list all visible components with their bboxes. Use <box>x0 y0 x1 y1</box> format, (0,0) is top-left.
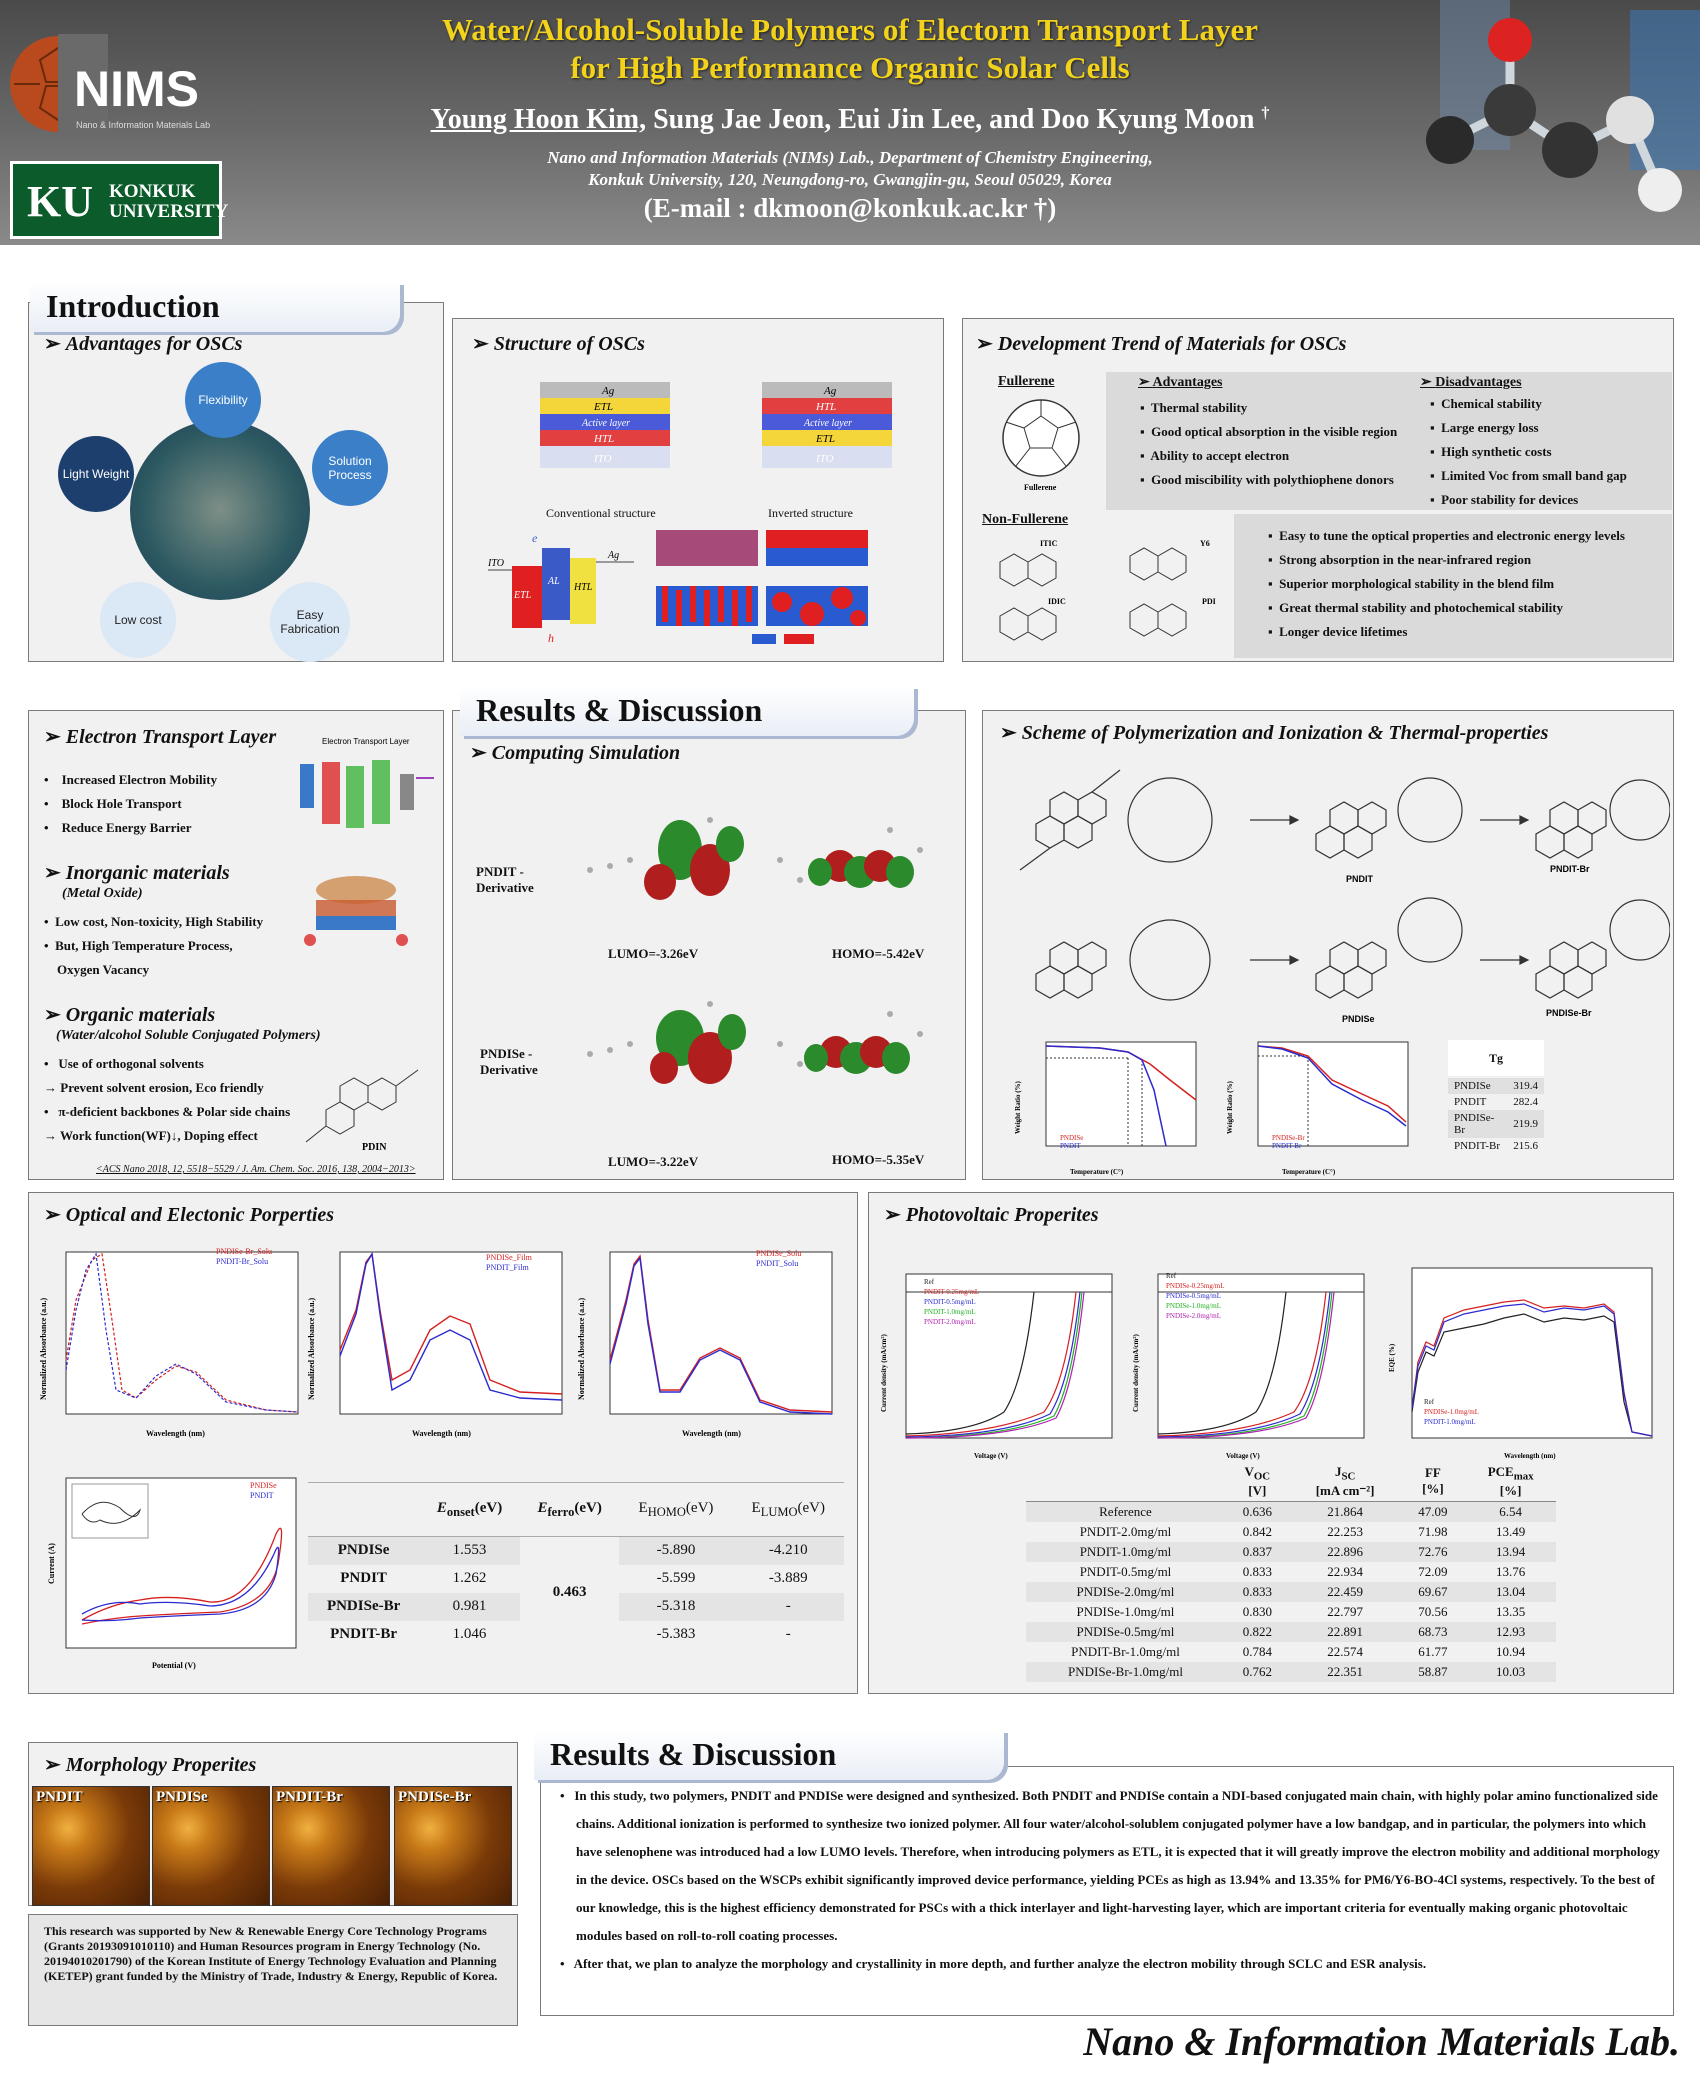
svg-text:PNDIT-0.25mg/mL: PNDIT-0.25mg/mL <box>924 1288 980 1296</box>
polymerization-scheme <box>990 750 1670 1030</box>
tga-chart-2 <box>1222 1030 1418 1178</box>
band-diagram <box>484 518 640 648</box>
svg-text:PNDISe-Br_Solu: PNDISe-Br_Solu <box>216 1247 273 1256</box>
svg-text:Active layer: Active layer <box>804 418 853 429</box>
inverted-label: Inverted structure <box>768 506 853 520</box>
nonfullerene-structures <box>980 532 1226 654</box>
svg-text:PNDISe_Solu: PNDISe_Solu <box>756 1249 802 1258</box>
list-item: • Block Hole Transport <box>44 796 182 811</box>
svg-text:PNDIT_Film: PNDIT_Film <box>486 1263 529 1272</box>
svg-text:HTL: HTL <box>594 433 615 445</box>
svg-text:Ref: Ref <box>1424 1398 1435 1406</box>
list-item: • But, High Temperature Process, <box>44 938 233 953</box>
svg-text:PNDIT-Br_Solu: PNDIT-Br_Solu <box>216 1257 269 1266</box>
svg-text:Wavelength (nm): Wavelength (nm) <box>146 1429 205 1438</box>
list-item: ▪ Great thermal stability and photochemical stability <box>1268 600 1564 615</box>
svg-text:Current (A): Current (A) <box>47 1543 56 1584</box>
circle-flexibility: Flexibility <box>185 362 261 438</box>
svg-text:PNDISe-Br: PNDISe-Br <box>1272 1134 1305 1142</box>
nims-subtext: Nano & Information Materials Lab <box>76 120 211 130</box>
table-row: PNDIT-Br 1.046 -5.383 - <box>330 1626 791 1642</box>
svg-text:PNDISe-1.0mg/mL: PNDISe-1.0mg/mL <box>1424 1408 1480 1416</box>
organic-subtitle: (Water/alcohol Soluble Conjugated Polymers) <box>56 1028 321 1043</box>
svg-text:ITO: ITO <box>488 558 504 569</box>
table-row: PNDIT-2.0mg/ml 0.842 22.253 71.98 13.49 <box>1079 1523 1526 1539</box>
table-row: PNDISe-0.5mg/ml 0.822 22.891 68.73 12.93 <box>1026 1622 1556 1642</box>
affiliation-line1: Nano and Information Materials (NIMs) Lab., Department of Chemistry Engineering, <box>547 148 1153 167</box>
svg-text:PNDIT_Solu: PNDIT_Solu <box>756 1259 799 1268</box>
absorbance-chart-2 <box>300 1240 570 1450</box>
etl-features <box>44 768 217 840</box>
table-row: PNDIT-Br-1.0mg/ml 0.784 22.574 61.77 10.94 <box>1071 1643 1526 1659</box>
table-row: PNDIT-Br 215.6 <box>1454 1140 1538 1152</box>
inverted-stack <box>752 378 902 486</box>
jv-chart-pndit <box>874 1262 1120 1462</box>
afm-image-pndit: PNDIT <box>32 1786 150 1906</box>
photovoltaic-table <box>1026 1462 1556 1682</box>
svg-text:Ag: Ag <box>824 385 837 397</box>
svg-text:h: h <box>548 631 554 645</box>
circle-low-cost: Low cost <box>100 582 176 658</box>
list-item: • Reduce Energy Barrier <box>44 820 192 835</box>
ku-letters: KU <box>27 177 93 226</box>
svg-text:IDIC: IDIC <box>1048 597 1066 606</box>
konkuk-name: KONKUK UNIVERSITY <box>109 181 229 222</box>
svg-text:Fullerene: Fullerene <box>1024 483 1057 492</box>
list-item: ▪ Limited Voc from small band gap <box>1430 468 1627 483</box>
lumo-pndit: LUMO=-3.26eV <box>608 946 699 961</box>
metal-oxide-illustration <box>296 870 416 960</box>
konkuk-logo <box>10 161 229 239</box>
list-item: ▪ Chemical stability <box>1430 396 1542 411</box>
svg-text:PNDISe_Film: PNDISe_Film <box>486 1253 532 1262</box>
table-row: PNDISe-Br 0.981 -5.318 - <box>308 1593 844 1621</box>
list-item: → Work function(WF)↓, Doping effect <box>44 1128 258 1143</box>
organic-title: ➢ Organic materials <box>44 1002 215 1027</box>
table-row: PNDIT 282.4 <box>1454 1096 1538 1108</box>
introduction-heading: Introduction <box>30 282 400 332</box>
table-row: PNDISe-1.0mg/ml 0.830 22.797 70.56 13.35 <box>1076 1603 1526 1619</box>
results-heading: Results & Discussion <box>460 686 914 736</box>
scheme-title: ➢ Scheme of Polymerization and Ionization & Thermal-properties <box>1000 720 1548 745</box>
computing-title: ➢ Computing Simulation <box>470 740 680 765</box>
svg-text:Temperature (C°): Temperature (C°) <box>1282 1168 1336 1176</box>
list-item: ▪ High synthetic costs <box>1430 444 1552 459</box>
table-row: PNDIT-1.0mg/ml 0.837 22.896 72.76 13.94 <box>1026 1542 1556 1562</box>
list-item: ▪ Easy to tune the optical properties and electronic energy levels <box>1268 528 1625 543</box>
svg-text:Ref: Ref <box>924 1278 935 1286</box>
list-item: ▪ Thermal stability <box>1140 400 1248 415</box>
acknowledgement-text: This research was supported by New & Renewable Energy Core Technology Programs (Grants 20193091010110) and Human Resources program in Energy Technology (No. 20194010201790) of the Korean Institute of Energy Technology Evaluation and Planning (KETEP) grant funded by the Ministry of Trade, Industry & Energy, Republic of Korea. <box>44 1924 498 1983</box>
svg-text:PNDIT-1.0mg/mL: PNDIT-1.0mg/mL <box>1424 1418 1476 1426</box>
svg-text:Wavelength (nm): Wavelength (nm) <box>682 1429 741 1438</box>
poster-title-line1: Water/Alcohol-Soluble Polymers of Electorn Transport Layer <box>442 12 1258 47</box>
tg-values <box>1448 1078 1544 1154</box>
svg-text:PNDISe-1.0mg/mL: PNDISe-1.0mg/mL <box>1166 1302 1222 1310</box>
table-row: PNDISe-2.0mg/ml 0.833 22.459 69.67 13.04 <box>1026 1582 1556 1602</box>
list-item: ▪ Strong absorption in the near-infrared region <box>1268 552 1532 567</box>
svg-text:PDI: PDI <box>1202 597 1216 606</box>
conclusion-heading: Results & Discussion <box>534 1730 1004 1780</box>
svg-text:PNDIT-Br: PNDIT-Br <box>1550 864 1590 874</box>
list-item: • After that, we plan to analyze the morphology and crystallinity in more depth, and further analyze the electron mobility through SCLC and ESR analysis. <box>560 1956 1427 1971</box>
table-row: PNDISe-Br-1.0mg/ml 0.762 22.351 58.87 10.03 <box>1026 1662 1556 1682</box>
svg-text:PNDISe-Br: PNDISe-Br <box>1546 1008 1592 1018</box>
svg-text:Voltage (V): Voltage (V) <box>974 1452 1008 1460</box>
svg-text:ETL: ETL <box>514 590 532 601</box>
list-item: • In this study, two polymers, PNDIT and PNDISe were designed and synthesized. Both PNDIT and PNDISe contain a NDI-based conjugated main chain, with highly polar amino functionalized side chains. Additional ionization is performed to synthesize two ionized polymer. All four water/alcohol-solublem conjugated polymer have a low bandgap, and in particular, the polymers into which have selenophene was introduced had a low LUMO levels. Therefore, when introducing polymers as ETL, it is expected that it will greatly improve the electron mobility and additional morphology in the device. OSCs based on the WSCPs exhibit significantly improved device performance, yielding PCEs as high as 13.94% and 13.35% for PM6/Y6-BO-4Cl systems, respectively. To the best of our knowledge, this is the highest efficiency demonstrated for PSCs with a thick interlayer and light-harvesting layer, which are important criteria for eventually making organic photovoltaic modules based on roll-to-roll coating processes. <box>560 1788 1660 1943</box>
svg-text:Current density (mA/cm²): Current density (mA/cm²) <box>880 1334 888 1412</box>
contact-email: (E-mail : dkmoon@konkuk.ac.kr †) <box>643 193 1057 223</box>
homo-pndise: HOMO=-5.35eV <box>832 1152 925 1167</box>
svg-text:PNDISe-0.25mg/mL: PNDISe-0.25mg/mL <box>1166 1282 1225 1290</box>
pdin-structure <box>300 1056 440 1156</box>
homo-pndit: HOMO=-5.42eV <box>832 946 925 961</box>
afm-image-pndit-br: PNDIT-Br <box>272 1786 390 1906</box>
svg-text:ITO: ITO <box>594 453 612 465</box>
list-item: ▪ Superior morphological stability in the blend film <box>1268 576 1555 591</box>
absorbance-chart-3 <box>570 1240 840 1450</box>
list-item: • Increased Electron Mobility <box>44 772 218 787</box>
orbital-pndit <box>560 790 950 940</box>
table-row: $V_{OC}$ [V] $J_{SC}$ [mA cm⁻²] FF [%] $PCE_{max}$ [%] <box>1026 1462 1556 1501</box>
afm-image-pndise-br: PNDISe-Br <box>394 1786 512 1906</box>
affiliation-line2: Konkuk University, 120, Neungdong-ro, Gwangjin-gu, Seoul 05029, Korea <box>588 170 1112 189</box>
list-item: ▪ Poor stability for devices <box>1430 492 1579 507</box>
morphology-title: ➢ Morphology Properites <box>44 1752 256 1777</box>
svg-text:PNDISe-0.5mg/mL: PNDISe-0.5mg/mL <box>1166 1292 1222 1300</box>
svg-text:PNDISe: PNDISe <box>250 1481 277 1490</box>
inorganic-subtitle: (Metal Oxide) <box>62 886 143 901</box>
svg-text:ETL: ETL <box>594 401 613 413</box>
svg-text:PNDISe-2.0mg/mL: PNDISe-2.0mg/mL <box>1166 1312 1222 1320</box>
lab-footer: Nano & Information Materials Lab. <box>1083 2019 1680 2064</box>
molecule-illustration <box>1400 0 1700 245</box>
nims-logo <box>6 24 246 144</box>
svg-text:AL: AL <box>548 576 560 587</box>
pndit-derivative-label: PNDIT - Derivative <box>476 864 534 895</box>
list-item: ▪ Good optical absorption in the visible region <box>1140 424 1398 439</box>
table-row: PNDIT-0.5mg/ml 0.833 22.934 72.09 13.76 <box>1079 1563 1526 1579</box>
svg-text:EQE (%): EQE (%) <box>1388 1343 1396 1372</box>
svg-text:HTL: HTL <box>574 582 593 593</box>
conventional-label: Conventional structure <box>546 506 656 520</box>
table-row: PNDISe-Br 219.9 <box>1448 1110 1544 1138</box>
svg-text:ETL: ETL <box>816 433 835 445</box>
table-row: $E_{onset}(eV)$ $E_{ferro}(eV)$ $E_{HOMO}(eV)$ $E_{LUMO}(eV)$ <box>308 1483 844 1537</box>
cv-chart <box>40 1474 300 1674</box>
svg-text:Ref: Ref <box>1166 1272 1177 1280</box>
tg-table: Tg <box>1448 1040 1544 1076</box>
advantages-head: ➢ Advantages <box>1138 375 1223 390</box>
pndise-derivative-label: PNDISe - Derivative <box>480 1046 538 1077</box>
svg-text:Normalized Absorbance (a.u.): Normalized Absorbance (a.u.) <box>307 1297 316 1400</box>
svg-text:PNDIT-0.5mg/mL: PNDIT-0.5mg/mL <box>924 1298 976 1306</box>
organic-features <box>44 1052 290 1148</box>
svg-text:Voltage (V): Voltage (V) <box>1226 1452 1260 1460</box>
svg-text:Weight Ratio (%): Weight Ratio (%) <box>1226 1081 1234 1134</box>
nonfullerene-benefits <box>1268 524 1625 644</box>
tga-chart-1 <box>1010 1030 1206 1178</box>
svg-text:Active layer: Active layer <box>582 418 631 429</box>
fullerene-label: Fullerene <box>998 374 1055 389</box>
eqe-chart <box>1384 1262 1660 1462</box>
svg-text:ITO: ITO <box>816 453 834 465</box>
optical-title: ➢ Optical and Electonic Porperties <box>44 1202 334 1227</box>
svg-text:Potential (V): Potential (V) <box>152 1661 196 1670</box>
jv-chart-pndise <box>1126 1262 1372 1462</box>
advantages-title: ➢ Advantages for OSCs <box>44 331 242 356</box>
svg-text:PNDISe: PNDISe <box>1342 1014 1375 1024</box>
list-item: → Prevent solvent erosion, Eco friendly <box>44 1080 264 1095</box>
morphology-schematic <box>652 522 878 650</box>
first-author: Young Hoon Kim, <box>430 104 647 135</box>
svg-text:PNDIT: PNDIT <box>250 1491 274 1500</box>
list-item: ▪ Ability to accept electron <box>1140 448 1290 463</box>
svg-text:Normalized Absorbance (a.u.): Normalized Absorbance (a.u.) <box>39 1297 48 1400</box>
list-item: ▪ Longer device lifetimes <box>1268 624 1408 639</box>
conclusion-list <box>560 1782 1664 1978</box>
list-item: ▪ Good miscibility with polythiophene donors <box>1140 472 1394 487</box>
list-item: ▪ Large energy loss <box>1430 420 1539 435</box>
etl-energy-diagram <box>296 734 440 846</box>
table-row: PNDISe 319.4 <box>1448 1078 1544 1094</box>
circle-light-weight: Light Weight <box>58 436 134 512</box>
development-trend-title: ➢ Development Trend of Materials for OSCs <box>976 331 1346 356</box>
svg-text:Normalized Absorbance (a.u.): Normalized Absorbance (a.u.) <box>577 1297 586 1400</box>
fullerene-disadvantages <box>1430 392 1627 512</box>
svg-text:e: e <box>532 531 538 545</box>
author-list: Young Hoon Kim, Sung Jae Jeon, Eui Jin Lee, and Doo Kyung Moon † <box>430 104 1270 135</box>
conventional-stack <box>530 378 680 486</box>
etl-references: <ACS Nano 2018, 12, 5518−5529 / J. Am. Chem. Soc. 2016, 138, 2004−2013> <box>96 1164 416 1175</box>
photovoltaic-title: ➢ Photovoltaic Properites <box>884 1202 1099 1227</box>
inorganic-title: ➢ Inorganic materials <box>44 860 230 885</box>
etl-title: ➢ Electron Transport Layer <box>44 724 276 749</box>
circle-easy-fabrication: Easy Fabrication <box>270 582 350 662</box>
svg-text:HTL: HTL <box>816 401 837 413</box>
inorganic-features <box>44 910 284 982</box>
svg-text:Weight Ratio (%): Weight Ratio (%) <box>1014 1081 1022 1134</box>
flexible-cell-photo <box>130 420 310 600</box>
svg-text:PNDIT: PNDIT <box>1060 1142 1081 1150</box>
list-item: • Low cost, Non-toxicity, High Stability <box>44 914 264 929</box>
absorbance-chart-1 <box>36 1240 306 1450</box>
svg-text:ITIC: ITIC <box>1040 539 1058 548</box>
svg-text:Ag: Ag <box>608 550 620 561</box>
svg-text:Wavelength (nm): Wavelength (nm) <box>412 1429 471 1438</box>
structure-title: ➢ Structure of OSCs <box>472 331 645 356</box>
disadvantages-head: ➢ Disadvantages <box>1420 375 1522 390</box>
svg-text:PNDIT: PNDIT <box>1346 874 1373 884</box>
svg-text:Y6: Y6 <box>1200 539 1210 548</box>
nims-text: NIMS <box>74 61 199 117</box>
list-item: Oxygen Vacancy <box>57 962 150 977</box>
orbital-pndise <box>560 974 950 1124</box>
fullerene-advantages <box>1140 396 1397 492</box>
fullerene-structure <box>986 394 1096 494</box>
svg-text:PNDIT-1.0mg/mL: PNDIT-1.0mg/mL <box>924 1308 976 1316</box>
poster-title-line2: for High Performance Organic Solar Cells <box>570 50 1130 85</box>
svg-text:PNDIT-2.0mg/mL: PNDIT-2.0mg/mL <box>924 1318 976 1326</box>
circle-solution-process: Solution Process <box>312 430 388 506</box>
svg-text:PNDIT-Br: PNDIT-Br <box>1272 1142 1302 1150</box>
lumo-pndise: LUMO=-3.22eV <box>608 1154 699 1169</box>
svg-text:Ag: Ag <box>602 385 615 397</box>
svg-text:Wavelength (nm): Wavelength (nm) <box>1504 1452 1556 1460</box>
table-row: Reference 0.636 21.864 47.09 6.54 <box>1026 1501 1556 1522</box>
svg-text:Temperature (C°): Temperature (C°) <box>1070 1168 1124 1176</box>
table-row: PNDIT 1.262 -5.599 -3.889 <box>340 1570 808 1586</box>
svg-text:PDIN: PDIN <box>362 1142 387 1153</box>
electrochemical-table <box>308 1482 844 1649</box>
poster-header <box>0 0 1700 245</box>
nonfullerene-label: Non-Fullerene <box>982 512 1069 527</box>
svg-text:Electron Transport Layer: Electron Transport Layer <box>322 737 410 746</box>
afm-image-pndise: PNDISe <box>152 1786 270 1906</box>
svg-text:PNDISe: PNDISe <box>1060 1134 1084 1142</box>
table-row: PNDISe 1.553 0.463 -5.890 -4.210 <box>308 1537 844 1565</box>
list-item: • π-deficient backbones & Polar side chains <box>44 1104 291 1119</box>
list-item: • Use of orthogonal solvents <box>44 1056 204 1071</box>
svg-text:Current density (mA/cm²): Current density (mA/cm²) <box>1132 1334 1140 1412</box>
